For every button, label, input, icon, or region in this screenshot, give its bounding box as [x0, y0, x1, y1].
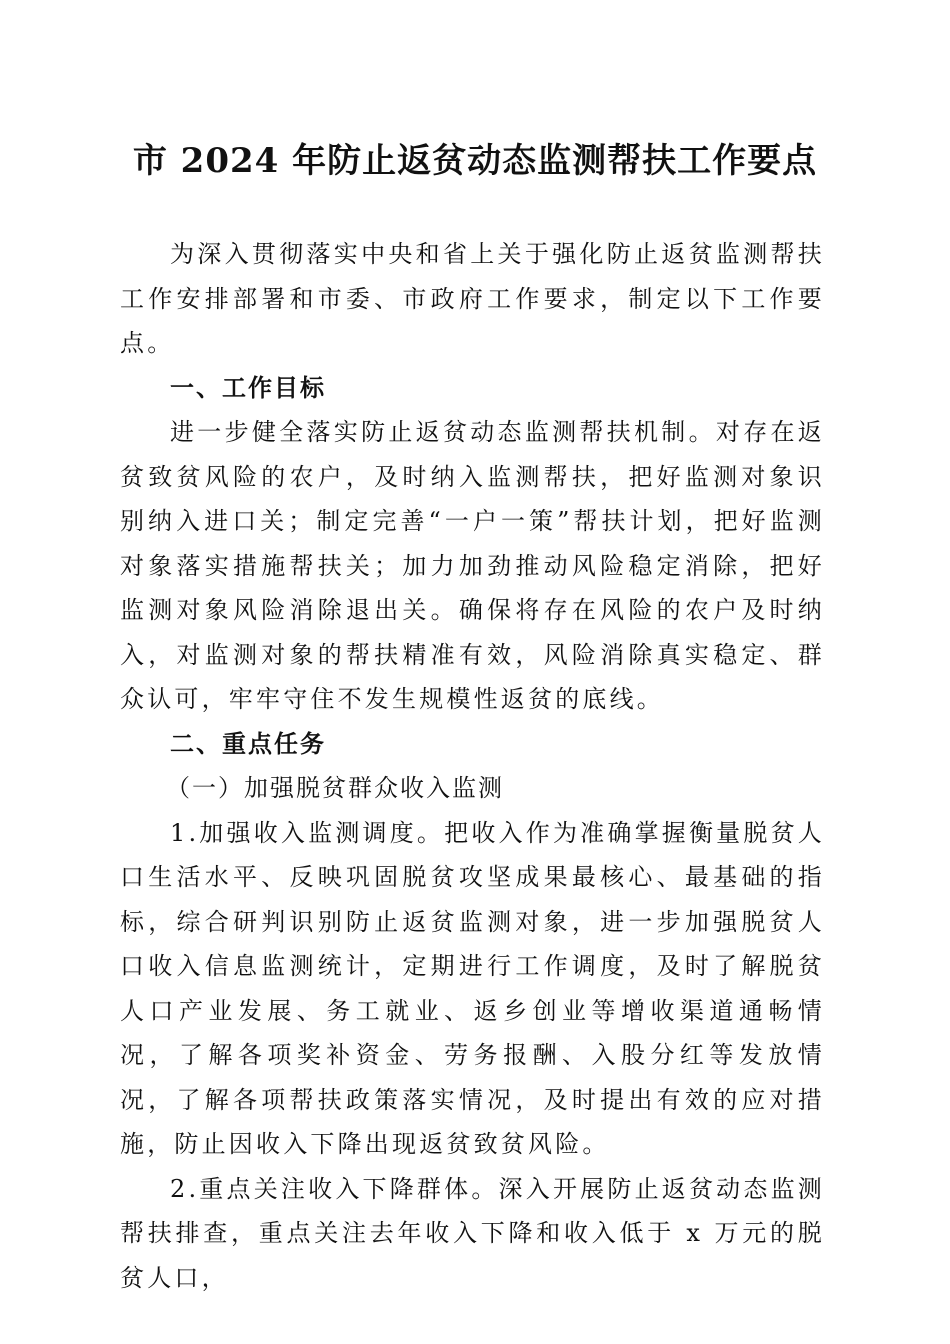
subsection-heading-income: （一）加强脱贫群众收入监测: [166, 774, 504, 802]
document-body: [120, 232, 825, 1300]
task-paragraph-1: 1.加强收入监测调度。把收入作为准确掌握衡量脱贫人口生活水平、反映巩固脱贫攻坚成果最核心、最基础的指标，综合研判识别防止返贫监测对象，进一步加强脱贫人口收入信息监测统计，定期进行工作调度，及时了解脱贫人口产业发展、务工就业、返乡创业等增收渠道通畅情况，了解各项奖补资金、劳务报酬、入股分红等发放情况，了解各项帮扶政策落实情况，及时提出有效的应对措施，防止因收入下降出现返贫致贫风险。: [120, 818, 825, 1158]
task-paragraph-2: 2.重点关注收入下降群体。深入开展防止返贫动态监测帮扶排查，重点关注去年收入下降和收入低于 x 万元的脱贫人口，: [120, 1174, 825, 1292]
section-heading-tasks: 二、重点任务: [170, 729, 326, 758]
intro-paragraph: 为深入贯彻落实中央和省上关于强化防止返贫监测帮扶工作安排部署和市委、市政府工作要求，制定以下工作要点。: [120, 240, 825, 357]
page-title: 市 2024 年防止返贫动态监测帮扶工作要点: [132, 141, 818, 181]
goals-paragraph: 进一步健全落实防止返贫动态监测帮扶机制。对存在返贫致贫风险的农户，及时纳入监测帮扶，把好监测对象识别纳入进口关；制定完善“一户一策”帮扶计划，把好监测对象落实措施帮扶关；加力加劲推动风险稳定消除，把好监测对象风险消除退出关。确保将存在风险的农户及时纳入，对监测对象的帮扶精准有效，风险消除真实稳定、群众认可，牢牢守住不发生规模性返贫的底线。: [120, 418, 825, 713]
section-heading-goals: 一、工作目标: [170, 373, 326, 402]
